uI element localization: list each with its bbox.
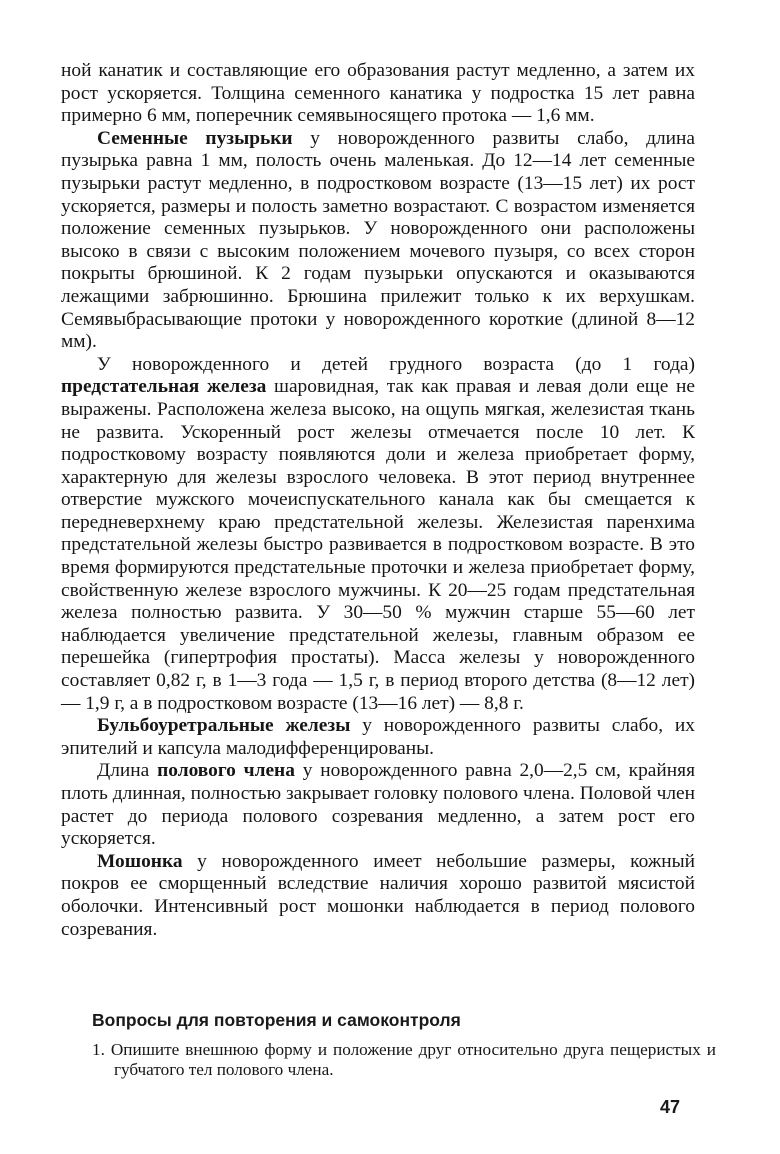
main-text	[61, 60, 695, 941]
paragraph-lead: У новорожденного и детей грудного возраста (до 1 года)	[97, 353, 695, 375]
paragraph-text: у новорожденного развиты слабо, длина пузырька равна 1 мм, полость очень маленькая. До 12—14 лет семенные пузырьки растут медленно, в подростковом возрасте (13—15 лет) их рост ускоряется, размеры и полость заметно возрастают. С возрастом изменяется положение семенных пузырьков. У новорожденного они расположены высоко в связи с высоким положением мочевого пузыря, со всех сторон покрыты брюшиной. К 2 годам пузырьки опускаются и оказываются лежащими забрюшинно. Брюшина прилежит только к их верхушкам. Семявыбрасывающие протоки у новорожденного короткие (длиной 8—12 мм).	[61, 127, 695, 353]
term-scrotum: Мошонка	[97, 850, 183, 872]
paragraph-prostate	[61, 354, 695, 716]
paragraph-scrotum	[61, 851, 695, 941]
paragraph-text: ной канатик и составляющие его образования растут медленно, а затем их рост ускоряется. Толщина семенного канатика у подростка 15 лет равна примерно 6 мм, поперечник семявыносящего протока — 1,6 мм.	[61, 60, 695, 127]
paragraph-lead: Длина	[97, 760, 158, 782]
paragraph-penis	[61, 760, 695, 850]
page-body	[61, 60, 695, 941]
term-prostate: предстательная железа	[61, 376, 267, 398]
page-number: 47	[660, 1097, 681, 1117]
paragraph-spermatic-cord	[61, 60, 695, 128]
paragraph-text: у новорожденного имеет небольшие размеры, кожный покров ее сморщенный вследствие наличия хорошо развитой мясистой оболочки. Интенсивный рост мошонки наблюдается в период полового созревания.	[61, 850, 695, 940]
question-item: 1. Опишите внешнюю форму и положение друг относительно друга пещеристых и губчатого тел полового члена.	[92, 1040, 716, 1079]
section-heading: Вопросы для повторения и самоконтроля	[92, 1010, 461, 1030]
paragraph-seminal-vesicles	[61, 128, 695, 354]
paragraph-text: у новорожденного развиты слабо, их эпителий и капсула малодифференцированы.	[61, 715, 695, 759]
paragraph-text: шаровидная, так как правая и левая доли еще не выражены. Расположена железа высоко, на ощупь мягкая, железистая ткань не развита. Ускоренный рост железы отмечается после 10 лет. К подростковому возрасту появляются доли и железа приобретает форму, характерную для железы взрослого человека. В этот период внутреннее отверстие мужского мочеиспускательного канала как бы смещается к передневерхнему краю предстательной железы. Железистая паренхима предстательной железы быстро развивается в подростковом возрасте. В это время формируются предстательные проточки и железа приобретает форму, свойственную железе взрослого мужчины. К 20—25 годам предстательная железа полностью развита. У 30—50 % мужчин старше 55—60 лет наблюдается увеличение предстательной железы, главным образом ее перешейка (гипертрофия простаты). Масса железы у новорожденного составляет 0,82 г, в 1—3 года — 1,5 г, в период второго детства (8—12 лет) — 1,9 г, а в подростковом возрасте (13—16 лет) — 8,8 г.	[61, 376, 695, 714]
paragraph-bulbourethral-glands	[61, 715, 695, 760]
paragraph-text: у новорожденного равна 2,0—2,5 см, крайняя плоть длинная, полностью закрывает головку полового члена. Половой член растет до периода полового созревания медленно, а затем рост его ускоряется.	[61, 760, 695, 850]
term-penis: полового члена	[157, 760, 295, 782]
term-seminal-vesicles: Семенные пузырьки	[97, 127, 293, 149]
term-bulbourethral-glands: Бульбоуретральные железы	[97, 715, 351, 737]
